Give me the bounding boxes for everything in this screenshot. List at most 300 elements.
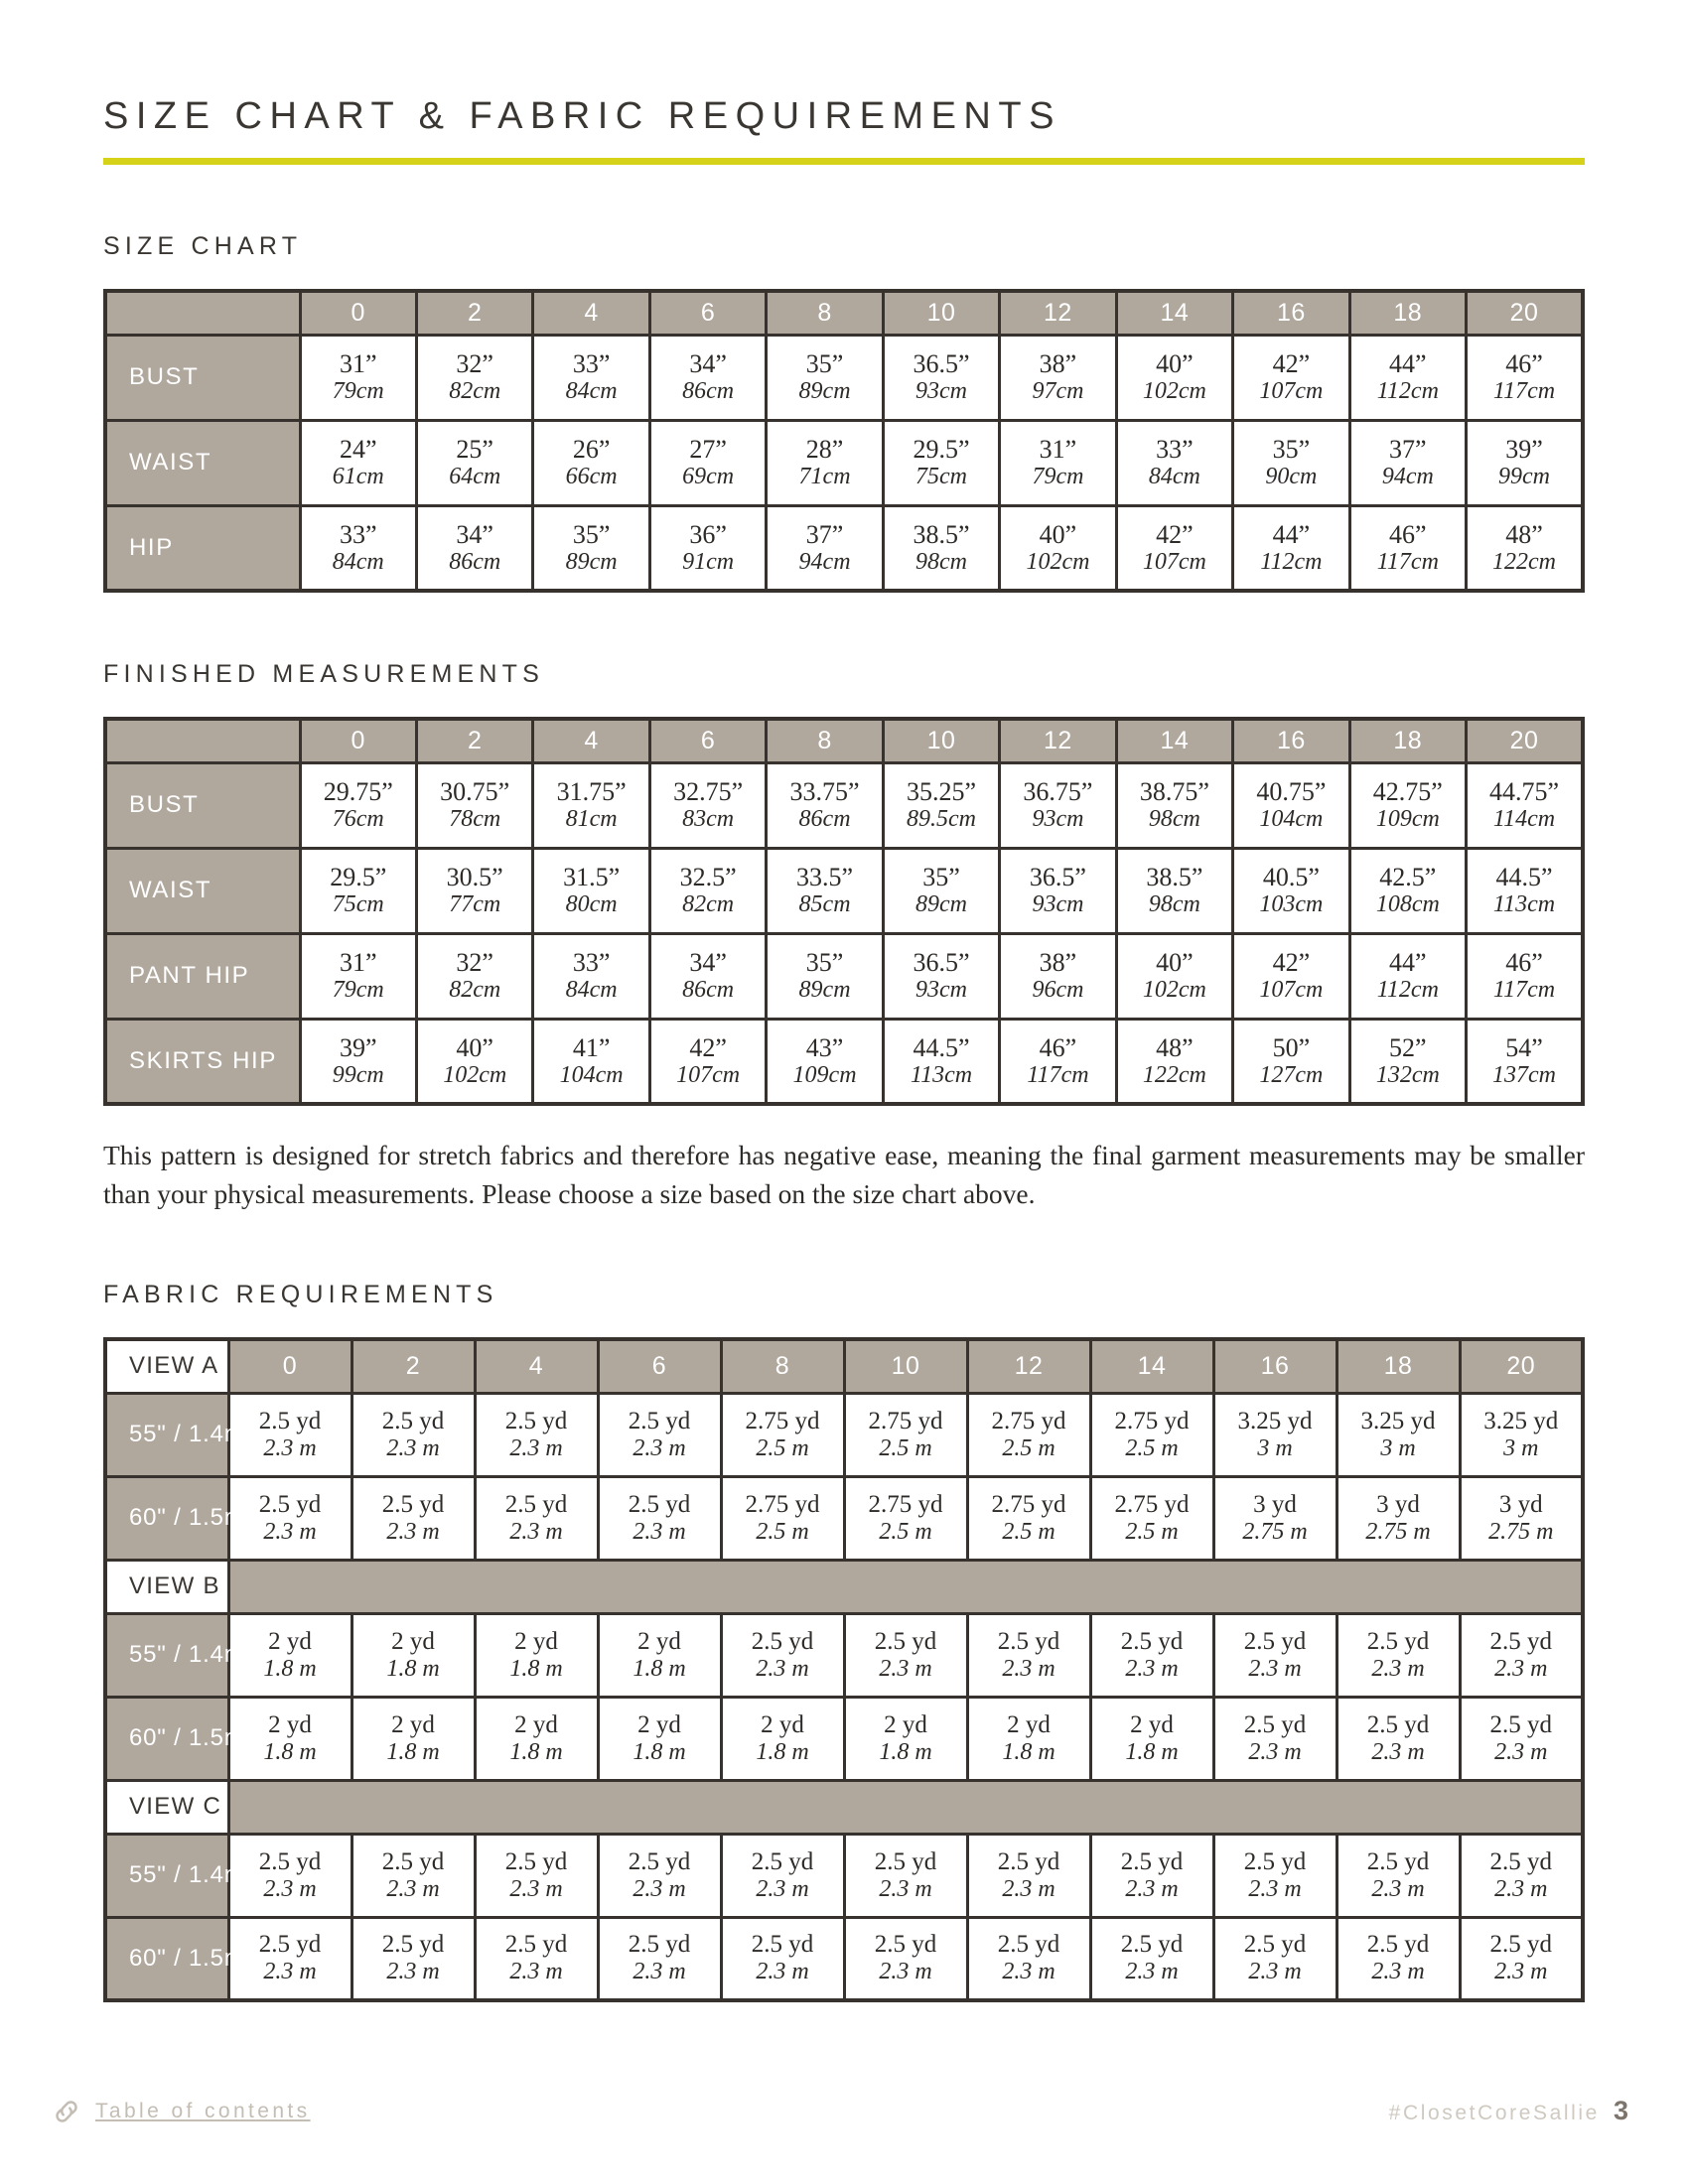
measurement-cell bbox=[883, 762, 999, 848]
fabric-width-label: 60" / 1.5m bbox=[105, 1917, 228, 2000]
view-header-row bbox=[105, 1560, 1583, 1613]
fabric-meters: 2.3 m bbox=[1371, 1959, 1425, 1985]
fabric-amount-cell bbox=[475, 1476, 598, 1560]
chain-link-icon bbox=[52, 2097, 81, 2126]
measurement-metric: 114cm bbox=[1492, 806, 1556, 833]
measurement-metric: 93cm bbox=[1032, 891, 1084, 918]
fabric-yards: 3.25 yd bbox=[1483, 1407, 1559, 1434]
measurement-metric: 78cm bbox=[449, 806, 501, 833]
fabric-row bbox=[105, 1917, 1583, 2000]
fabric-yards: 2.5 yd bbox=[504, 1931, 568, 1959]
fabric-meters: 3 m bbox=[1380, 1434, 1416, 1461]
measurement-imperial: 25” bbox=[456, 435, 493, 464]
measurement-metric: 84cm bbox=[565, 378, 618, 405]
measurement-metric: 81cm bbox=[565, 806, 618, 833]
fabric-yards: 2.75 yd bbox=[868, 1490, 943, 1518]
size-header-cell: 16 bbox=[1213, 1339, 1336, 1393]
fabric-amount-cell bbox=[967, 1393, 1090, 1476]
fabric-yards: 2.75 yd bbox=[1114, 1490, 1190, 1518]
page-title: SIZE CHART & FABRIC REQUIREMENTS bbox=[103, 95, 1061, 137]
fabric-meters: 2.3 m bbox=[1002, 1655, 1055, 1682]
measurement-cell bbox=[533, 420, 649, 505]
measurement-imperial: 54” bbox=[1505, 1032, 1543, 1062]
measurement-cell bbox=[1467, 335, 1583, 420]
measurement-cell bbox=[533, 1019, 649, 1104]
fabric-meters: 2.3 m bbox=[386, 1518, 440, 1545]
fabric-yards: 2.5 yd bbox=[1366, 1627, 1430, 1655]
measurement-imperial: 35” bbox=[805, 349, 844, 378]
measurement-cell bbox=[1467, 505, 1583, 591]
measurement-metric: 89cm bbox=[798, 378, 851, 405]
measurement-metric: 98cm bbox=[915, 548, 967, 575]
measurement-metric: 112cm bbox=[1376, 378, 1439, 405]
measurement-cell bbox=[649, 505, 766, 591]
fabric-yards: 2.5 yd bbox=[997, 1931, 1060, 1959]
size-header-cell: 18 bbox=[1349, 291, 1466, 335]
size-header-cell: 12 bbox=[1000, 291, 1116, 335]
measurement-cell bbox=[1467, 420, 1583, 505]
size-header-cell: 6 bbox=[598, 1339, 721, 1393]
fabric-width-label: 60" / 1.5m bbox=[105, 1697, 228, 1780]
fabric-yards: 2 yd bbox=[637, 1710, 681, 1738]
measurement-imperial: 40.75” bbox=[1256, 777, 1327, 806]
title-underline-rule bbox=[103, 158, 1585, 165]
size-header-cell: 0 bbox=[300, 291, 416, 335]
measurement-metric: 76cm bbox=[332, 806, 384, 833]
fabric-yards: 2.5 yd bbox=[258, 1407, 322, 1434]
measurement-metric: 102cm bbox=[1142, 378, 1206, 405]
size-header-cell: 10 bbox=[883, 719, 999, 762]
table-of-contents-label: Table of contents bbox=[95, 2099, 311, 2122]
size-header-cell: 0 bbox=[300, 719, 416, 762]
measurement-imperial: 42” bbox=[1272, 349, 1311, 378]
measurement-imperial: 38.75” bbox=[1139, 777, 1209, 806]
measurement-metric: 98cm bbox=[1148, 806, 1200, 833]
fabric-meters: 2.3 m bbox=[1248, 1655, 1302, 1682]
fabric-row bbox=[105, 1697, 1583, 1780]
fabric-yards: 2.75 yd bbox=[745, 1490, 820, 1518]
measurement-metric: 99cm bbox=[332, 1061, 384, 1088]
measurement-imperial: 24” bbox=[339, 435, 377, 464]
measurement-cell bbox=[1000, 420, 1116, 505]
measurement-cell bbox=[416, 505, 532, 591]
fabric-meters: 2.5 m bbox=[1002, 1434, 1055, 1461]
fabric-yards: 2.5 yd bbox=[874, 1627, 937, 1655]
measurement-imperial: 31” bbox=[339, 948, 377, 977]
fabric-amount-cell bbox=[475, 1393, 598, 1476]
fabric-amount-cell bbox=[1336, 1613, 1460, 1697]
fabric-meters: 2.3 m bbox=[1002, 1875, 1055, 1902]
fabric-amount-cell bbox=[352, 1917, 475, 2000]
measurement-metric: 89cm bbox=[565, 548, 618, 575]
fabric-meters: 2.3 m bbox=[756, 1655, 809, 1682]
measurement-metric: 86cm bbox=[682, 378, 735, 405]
measurement-imperial: 29.75” bbox=[323, 777, 393, 806]
measurement-metric: 122cm bbox=[1492, 548, 1556, 575]
fabric-yards: 2.5 yd bbox=[997, 1627, 1060, 1655]
fabric-yards: 2.5 yd bbox=[628, 1931, 691, 1959]
fabric-meters: 2.3 m bbox=[386, 1875, 440, 1902]
measurement-imperial: 46” bbox=[1039, 1032, 1077, 1062]
measurement-imperial: 26” bbox=[572, 435, 611, 464]
social-hashtag: #ClosetCoreSallie bbox=[1388, 2102, 1600, 2124]
fabric-meters: 2.5 m bbox=[1125, 1518, 1179, 1545]
fabric-yards: 2.5 yd bbox=[874, 1931, 937, 1959]
fabric-yards: 2.5 yd bbox=[751, 1931, 814, 1959]
measurement-metric: 107cm bbox=[676, 1061, 741, 1088]
measurement-metric: 61cm bbox=[332, 464, 384, 490]
page-footer bbox=[0, 2096, 1688, 2126]
measurement-cell bbox=[1233, 335, 1349, 420]
fabric-meters: 1.8 m bbox=[509, 1655, 563, 1682]
measurement-row-label: PANT HIP bbox=[105, 933, 300, 1019]
measurement-metric: 94cm bbox=[1381, 464, 1434, 490]
measurement-metric: 79cm bbox=[332, 378, 384, 405]
fabric-yards: 2.5 yd bbox=[381, 1847, 445, 1875]
measurement-metric: 93cm bbox=[1032, 806, 1084, 833]
fabric-amount-cell bbox=[228, 1476, 352, 1560]
fabric-yards: 2 yd bbox=[391, 1627, 435, 1655]
measurement-metric: 113cm bbox=[910, 1061, 973, 1088]
section-heading-finished-measurements: FINISHED MEASUREMENTS bbox=[103, 660, 544, 688]
measurement-cell bbox=[416, 933, 532, 1019]
fabric-amount-cell bbox=[598, 1393, 721, 1476]
measurement-metric: 89cm bbox=[915, 891, 967, 918]
fabric-amount-cell bbox=[1213, 1393, 1336, 1476]
size-header-cell: 4 bbox=[533, 291, 649, 335]
fabric-meters: 2.3 m bbox=[1002, 1959, 1055, 1985]
fabric-meters: 1.8 m bbox=[386, 1655, 440, 1682]
table-row bbox=[105, 933, 1583, 1019]
fabric-meters: 2.3 m bbox=[633, 1434, 686, 1461]
size-header-cell: 14 bbox=[1116, 719, 1232, 762]
measurement-metric: 107cm bbox=[1142, 548, 1206, 575]
measurement-imperial: 30.5” bbox=[446, 863, 503, 891]
measurement-metric: 82cm bbox=[449, 977, 501, 1004]
fabric-yards: 2 yd bbox=[514, 1627, 558, 1655]
measurement-metric: 79cm bbox=[1032, 464, 1084, 490]
measurement-metric: 86cm bbox=[798, 806, 851, 833]
fabric-yards: 2 yd bbox=[1130, 1710, 1174, 1738]
measurement-imperial: 44” bbox=[1272, 519, 1311, 549]
fabric-yards: 2.5 yd bbox=[258, 1847, 322, 1875]
measurement-cell bbox=[767, 762, 883, 848]
measurement-imperial: 34” bbox=[456, 519, 493, 549]
measurement-metric: 113cm bbox=[1492, 891, 1556, 918]
fabric-meters: 2.3 m bbox=[509, 1518, 563, 1545]
measurement-metric: 79cm bbox=[332, 977, 384, 1004]
measurement-metric: 122cm bbox=[1142, 1061, 1206, 1088]
measurement-metric: 112cm bbox=[1260, 548, 1323, 575]
measurement-cell bbox=[1116, 335, 1232, 420]
measurement-imperial: 46” bbox=[1389, 519, 1427, 549]
measurement-metric: 91cm bbox=[682, 548, 735, 575]
measurement-metric: 66cm bbox=[565, 464, 618, 490]
measurement-metric: 86cm bbox=[449, 548, 501, 575]
fabric-yards: 2.5 yd bbox=[381, 1407, 445, 1434]
fabric-amount-cell bbox=[475, 1917, 598, 2000]
fabric-meters: 2.3 m bbox=[263, 1518, 317, 1545]
measurement-metric: 102cm bbox=[1026, 548, 1090, 575]
fabric-yards: 2.5 yd bbox=[381, 1931, 445, 1959]
fabric-meters: 2.3 m bbox=[756, 1959, 809, 1985]
fabric-meters: 2.5 m bbox=[1125, 1434, 1179, 1461]
measurement-metric: 132cm bbox=[1375, 1061, 1440, 1088]
measurement-imperial: 38.5” bbox=[1146, 863, 1203, 891]
measurement-imperial: 31.5” bbox=[563, 863, 621, 891]
fabric-yards: 2 yd bbox=[637, 1627, 681, 1655]
measurement-metric: 89.5cm bbox=[907, 806, 976, 833]
size-header-cell: 18 bbox=[1349, 719, 1466, 762]
fabric-amount-cell bbox=[598, 1476, 721, 1560]
measurement-cell bbox=[1116, 420, 1232, 505]
fabric-yards: 2 yd bbox=[268, 1627, 312, 1655]
size-header-cell: 18 bbox=[1336, 1339, 1460, 1393]
size-header-cell: 16 bbox=[1233, 291, 1349, 335]
measurement-imperial: 48” bbox=[1156, 1032, 1194, 1062]
fabric-meters: 2.3 m bbox=[1494, 1875, 1548, 1902]
measurement-cell bbox=[1000, 933, 1116, 1019]
size-header-cell: 4 bbox=[533, 719, 649, 762]
measurement-metric: 75cm bbox=[332, 891, 384, 918]
fabric-amount-cell bbox=[228, 1697, 352, 1780]
fabric-yards: 2.75 yd bbox=[868, 1407, 943, 1434]
fabric-width-label: 55" / 1.4m bbox=[105, 1393, 228, 1476]
fabric-amount-cell bbox=[1090, 1834, 1213, 1917]
measurement-cell bbox=[416, 762, 532, 848]
view-header-row bbox=[105, 1780, 1583, 1834]
measurement-cell bbox=[533, 335, 649, 420]
measurement-cell bbox=[1467, 762, 1583, 848]
fabric-amount-cell bbox=[1336, 1834, 1460, 1917]
measurement-imperial: 33” bbox=[572, 948, 611, 977]
measurement-imperial: 35” bbox=[805, 948, 844, 977]
fabric-yards: 2.5 yd bbox=[628, 1407, 691, 1434]
fabric-amount-cell bbox=[1213, 1697, 1336, 1780]
measurement-cell bbox=[300, 762, 416, 848]
fabric-meters: 2.3 m bbox=[1494, 1959, 1548, 1985]
measurement-cell bbox=[1349, 420, 1466, 505]
fabric-amount-cell bbox=[1460, 1613, 1583, 1697]
table-row bbox=[105, 420, 1583, 505]
size-header-cell: 10 bbox=[844, 1339, 967, 1393]
fabric-yards: 2.5 yd bbox=[1243, 1847, 1307, 1875]
fabric-amount-cell bbox=[352, 1697, 475, 1780]
fabric-amount-cell bbox=[228, 1613, 352, 1697]
measurement-metric: 104cm bbox=[559, 1061, 624, 1088]
measurement-cell bbox=[416, 420, 532, 505]
fabric-amount-cell bbox=[1336, 1917, 1460, 2000]
size-header-cell: 6 bbox=[649, 291, 766, 335]
fabric-amount-cell bbox=[721, 1393, 844, 1476]
measurement-imperial: 37” bbox=[805, 519, 844, 549]
measurement-imperial: 44.5” bbox=[1495, 863, 1553, 891]
measurement-metric: 117cm bbox=[1492, 977, 1556, 1004]
fabric-amount-cell bbox=[1336, 1393, 1460, 1476]
measurement-cell bbox=[533, 848, 649, 933]
fabric-meters: 2.3 m bbox=[1248, 1875, 1302, 1902]
measurement-metric: 94cm bbox=[798, 548, 851, 575]
measurement-imperial: 28” bbox=[805, 435, 844, 464]
measurement-cell bbox=[767, 848, 883, 933]
measurement-cell bbox=[883, 505, 999, 591]
fabric-yards: 2.5 yd bbox=[258, 1931, 322, 1959]
fabric-meters: 2.5 m bbox=[879, 1434, 932, 1461]
fabric-meters: 2.3 m bbox=[1125, 1875, 1179, 1902]
measurement-imperial: 33.5” bbox=[796, 863, 854, 891]
measurement-imperial: 38” bbox=[1039, 948, 1077, 977]
measurement-imperial: 40” bbox=[1039, 519, 1077, 549]
fabric-meters: 2.75 m bbox=[1242, 1518, 1308, 1545]
fabric-yards: 2.75 yd bbox=[1114, 1407, 1190, 1434]
measurement-cell bbox=[1000, 505, 1116, 591]
fabric-row bbox=[105, 1476, 1583, 1560]
measurement-cell bbox=[1116, 848, 1232, 933]
fabric-yards: 2.5 yd bbox=[628, 1847, 691, 1875]
fabric-yards: 2.5 yd bbox=[628, 1490, 691, 1518]
measurement-metric: 93cm bbox=[915, 378, 967, 405]
measurement-imperial: 35” bbox=[1272, 435, 1311, 464]
fabric-meters: 3 m bbox=[1503, 1434, 1539, 1461]
measurement-metric: 97cm bbox=[1032, 378, 1084, 405]
measurement-metric: 64cm bbox=[449, 464, 501, 490]
fabric-amount-cell bbox=[1213, 1917, 1336, 2000]
measurement-imperial: 35” bbox=[922, 863, 960, 891]
measurement-metric: 89cm bbox=[798, 977, 851, 1004]
measurement-cell bbox=[1233, 420, 1349, 505]
measurement-cell bbox=[883, 1019, 999, 1104]
finished-measurements-table bbox=[103, 717, 1585, 1106]
measurement-cell bbox=[1233, 933, 1349, 1019]
measurement-imperial: 30.75” bbox=[440, 777, 510, 806]
measurement-cell bbox=[1000, 335, 1116, 420]
measurement-imperial: 52” bbox=[1389, 1032, 1427, 1062]
measurement-imperial: 35” bbox=[572, 519, 611, 549]
measurement-metric: 93cm bbox=[915, 977, 967, 1004]
measurement-imperial: 36” bbox=[689, 519, 727, 549]
fabric-meters: 2.3 m bbox=[1248, 1738, 1302, 1765]
fabric-yards: 2.5 yd bbox=[1489, 1931, 1552, 1959]
fabric-row bbox=[105, 1834, 1583, 1917]
measurement-imperial: 36.5” bbox=[1029, 863, 1086, 891]
measurement-imperial: 36.5” bbox=[913, 349, 970, 378]
measurement-cell bbox=[767, 335, 883, 420]
measurement-imperial: 40” bbox=[1156, 349, 1194, 378]
size-header-cell: 6 bbox=[649, 719, 766, 762]
size-header-cell: 12 bbox=[1000, 719, 1116, 762]
measurement-cell bbox=[416, 848, 532, 933]
measurement-cell bbox=[300, 933, 416, 1019]
table-row bbox=[105, 1019, 1583, 1104]
fabric-meters: 1.8 m bbox=[263, 1738, 317, 1765]
measurement-imperial: 44.5” bbox=[913, 1032, 970, 1062]
fabric-amount-cell bbox=[967, 1476, 1090, 1560]
measurement-imperial: 42” bbox=[1272, 948, 1311, 977]
fabric-amount-cell bbox=[598, 1834, 721, 1917]
fabric-width-label: 60" / 1.5m bbox=[105, 1476, 228, 1560]
measurement-cell bbox=[300, 420, 416, 505]
fabric-yards: 3.25 yd bbox=[1237, 1407, 1313, 1434]
fabric-yards: 2.5 yd bbox=[1366, 1710, 1430, 1738]
fabric-amount-cell bbox=[967, 1834, 1090, 1917]
table-row bbox=[105, 848, 1583, 933]
measurement-cell bbox=[300, 505, 416, 591]
measurement-metric: 84cm bbox=[332, 548, 384, 575]
fabric-yards: 2.5 yd bbox=[1243, 1931, 1307, 1959]
fabric-meters: 3 m bbox=[1257, 1434, 1293, 1461]
measurement-cell bbox=[767, 420, 883, 505]
measurement-metric: 85cm bbox=[798, 891, 851, 918]
measurement-cell bbox=[1233, 1019, 1349, 1104]
view-label: VIEW B bbox=[105, 1560, 228, 1613]
measurement-metric: 127cm bbox=[1259, 1061, 1324, 1088]
fabric-yards: 2.5 yd bbox=[504, 1490, 568, 1518]
fabric-meters: 2.3 m bbox=[879, 1959, 932, 1985]
measurement-cell bbox=[1467, 933, 1583, 1019]
measurement-imperial: 40” bbox=[456, 1032, 493, 1062]
measurement-imperial: 38” bbox=[1039, 349, 1077, 378]
measurement-metric: 109cm bbox=[1375, 806, 1440, 833]
fabric-amount-cell bbox=[352, 1476, 475, 1560]
measurement-cell bbox=[1233, 505, 1349, 591]
fabric-width-label: 55" / 1.4m bbox=[105, 1613, 228, 1697]
measurement-metric: 103cm bbox=[1259, 891, 1324, 918]
fabric-amount-cell bbox=[1460, 1476, 1583, 1560]
measurement-imperial: 39” bbox=[1505, 435, 1543, 464]
fabric-meters: 2.3 m bbox=[633, 1875, 686, 1902]
measurement-row-label: SKIRTS HIP bbox=[105, 1019, 300, 1104]
fabric-meters: 2.3 m bbox=[1248, 1959, 1302, 1985]
measurement-metric: 117cm bbox=[1027, 1061, 1089, 1088]
fabric-yards: 2.5 yd bbox=[1120, 1931, 1184, 1959]
footer-right-group bbox=[1389, 2096, 1628, 2126]
fabric-meters: 2.3 m bbox=[263, 1434, 317, 1461]
measurement-cell bbox=[1233, 848, 1349, 933]
measurement-cell bbox=[1349, 762, 1466, 848]
measurement-metric: 104cm bbox=[1259, 806, 1324, 833]
fabric-meters: 2.3 m bbox=[386, 1434, 440, 1461]
fabric-meters: 1.8 m bbox=[1125, 1738, 1179, 1765]
fabric-yards: 2 yd bbox=[268, 1710, 312, 1738]
fabric-yards: 2 yd bbox=[514, 1710, 558, 1738]
measurement-imperial: 41” bbox=[572, 1032, 611, 1062]
fabric-yards: 2.5 yd bbox=[1120, 1847, 1184, 1875]
measurement-row-label: WAIST bbox=[105, 848, 300, 933]
size-header-cell: 14 bbox=[1090, 1339, 1213, 1393]
fabric-yards: 2.75 yd bbox=[991, 1490, 1066, 1518]
fabric-amount-cell bbox=[598, 1697, 721, 1780]
fabric-yards: 2 yd bbox=[1007, 1710, 1051, 1738]
fabric-meters: 2.3 m bbox=[1371, 1655, 1425, 1682]
size-header-cell: 8 bbox=[767, 719, 883, 762]
fabric-amount-cell bbox=[967, 1697, 1090, 1780]
size-header-cell: 20 bbox=[1460, 1339, 1583, 1393]
measurement-cell bbox=[883, 335, 999, 420]
fabric-amount-cell bbox=[967, 1917, 1090, 2000]
size-header-cell: 20 bbox=[1467, 719, 1583, 762]
fabric-meters: 1.8 m bbox=[1002, 1738, 1055, 1765]
fabric-yards: 3 yd bbox=[1376, 1490, 1420, 1518]
fabric-amount-cell bbox=[967, 1613, 1090, 1697]
fabric-amount-cell bbox=[844, 1917, 967, 2000]
fabric-amount-cell bbox=[475, 1697, 598, 1780]
fabric-meters: 2.3 m bbox=[879, 1875, 932, 1902]
fabric-yards: 2 yd bbox=[884, 1710, 927, 1738]
measurement-metric: 90cm bbox=[1265, 464, 1318, 490]
table-of-contents-link[interactable] bbox=[52, 2097, 311, 2126]
fabric-amount-cell bbox=[1090, 1613, 1213, 1697]
fabric-meters: 2.3 m bbox=[756, 1875, 809, 1902]
